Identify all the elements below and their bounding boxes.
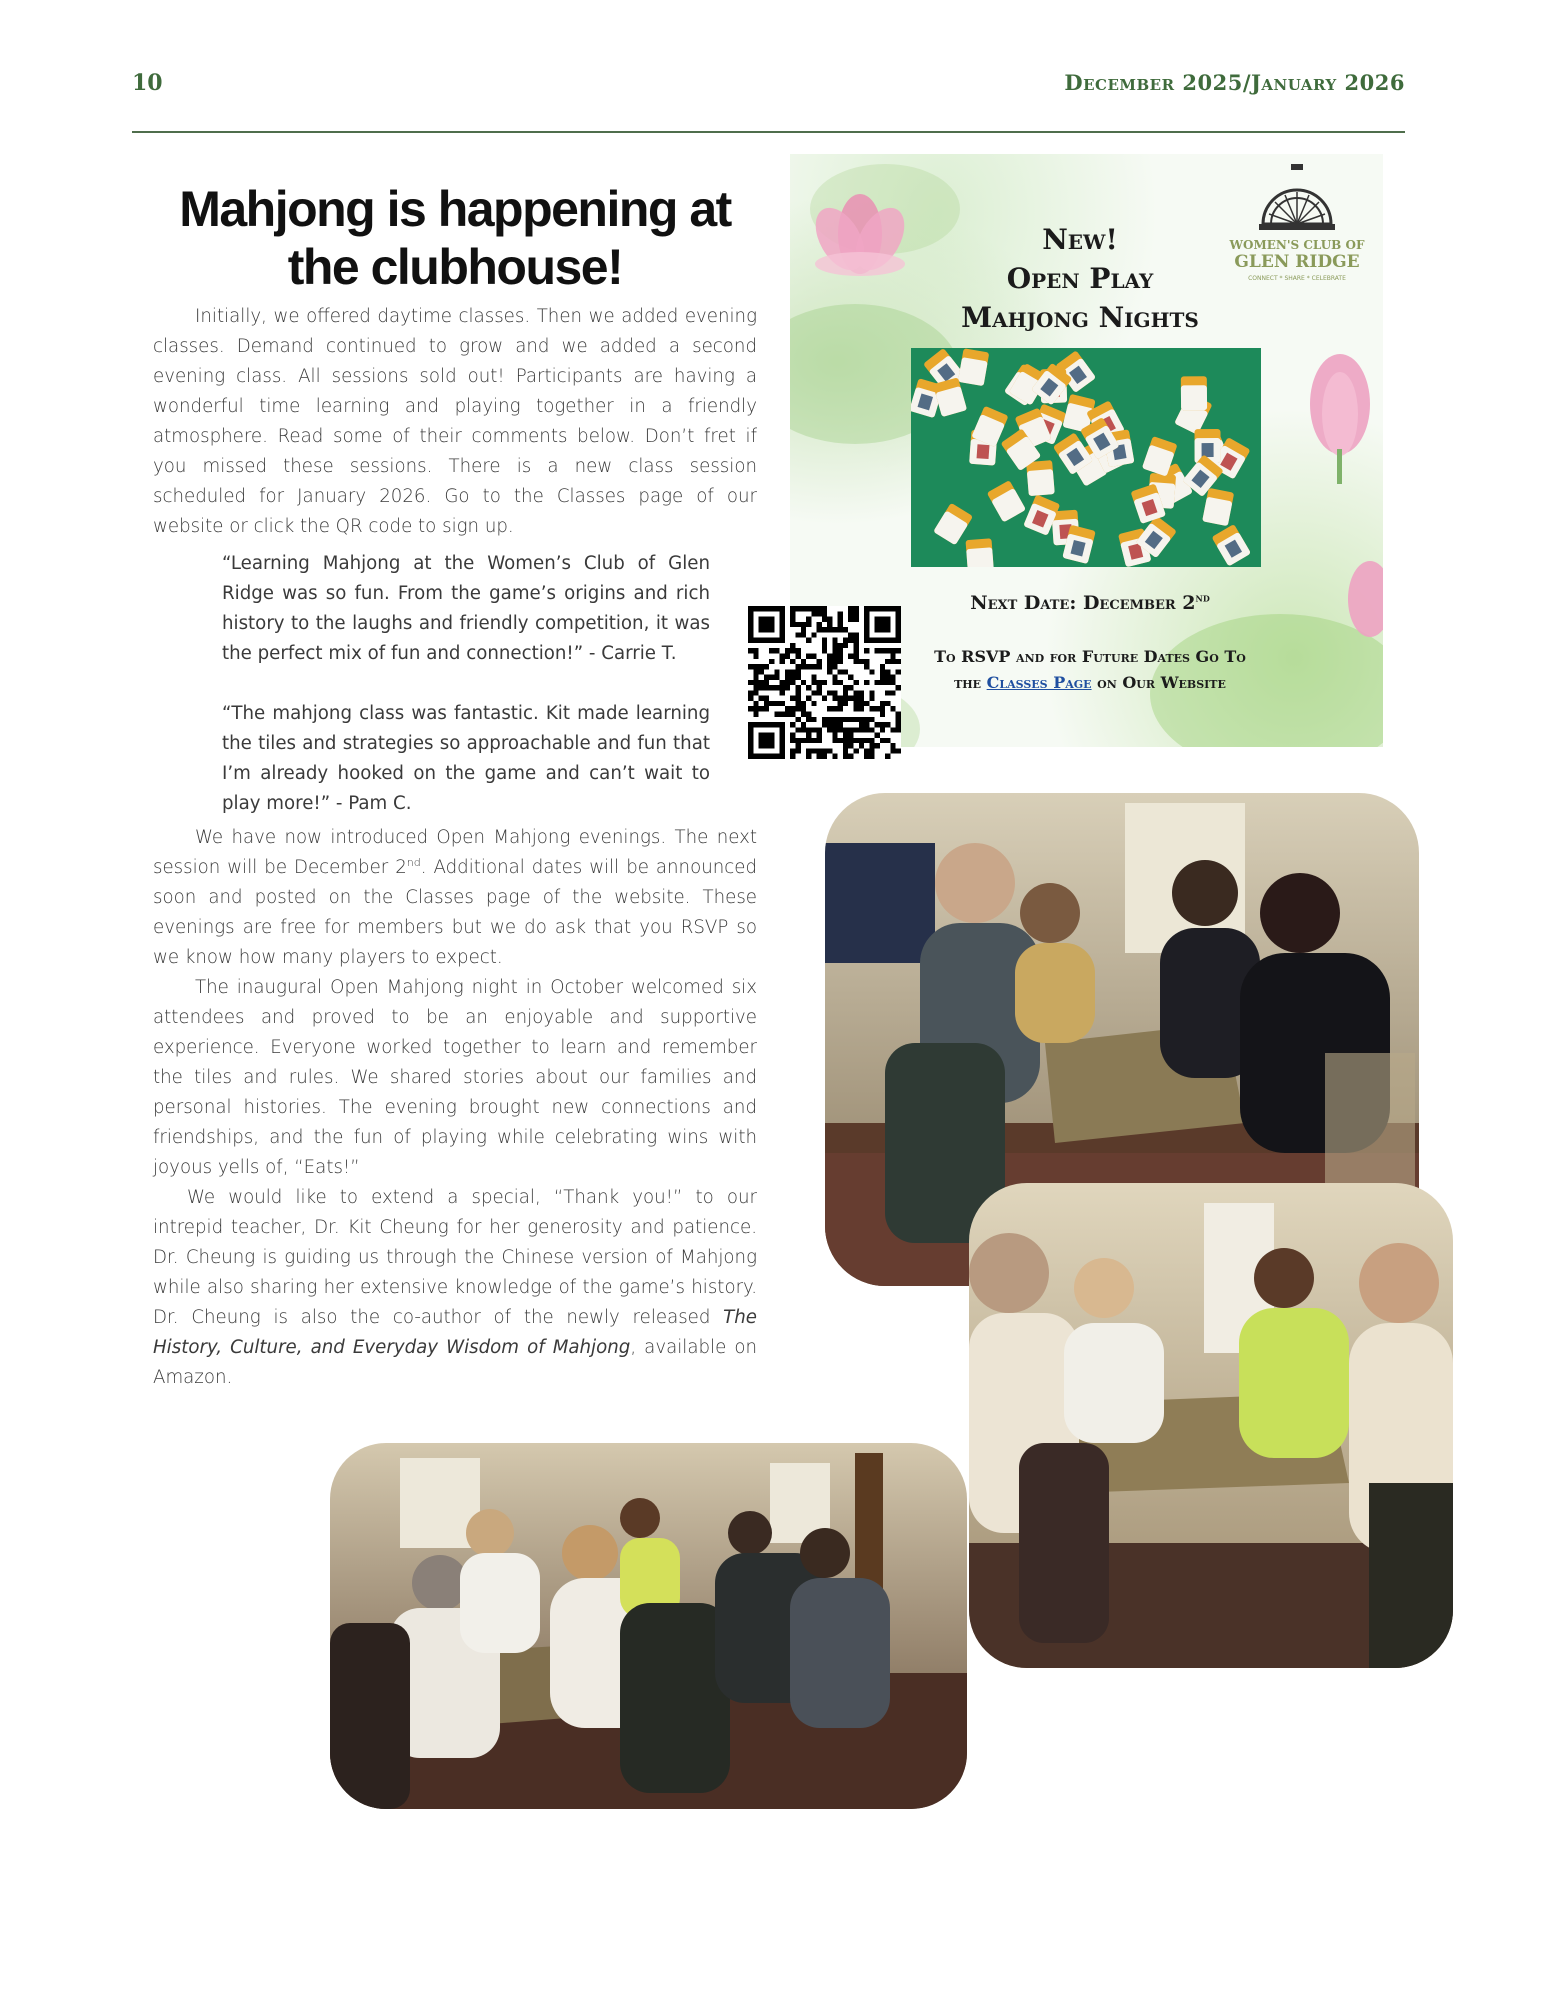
article-body: [153, 823, 757, 1393]
flyer-title-line-1: New!: [1042, 223, 1118, 256]
next-date-text: Next Date: December 2: [970, 592, 1196, 614]
rsvp-line-1: To RSVP and for Future Dates Go To: [934, 647, 1246, 666]
ordinal-suffix: nd: [406, 855, 421, 869]
page-header: [132, 68, 1405, 108]
club-logo: [1222, 160, 1372, 290]
group-playing-image: [330, 1443, 967, 1809]
next-date: [870, 592, 1310, 614]
mahjong-tile: [1026, 460, 1055, 496]
mahjong-night-photo-2: [969, 1183, 1453, 1668]
headline-line-2: the clubhouse!: [287, 239, 623, 295]
thanks-paragraph: [153, 1183, 757, 1393]
intro-paragraph-block: [153, 302, 757, 542]
mahjong-night-photo-3: [330, 1443, 967, 1809]
thanks-text-a: We would like to extend a special, “Thank you!” to our intrepid teacher, Dr. Kit Cheung for her generosity and patience. Dr. Cheung is guiding us through the Chinese version of Mahjong while also sharing her extensive knowledge of the game’s history. Dr. Cheung is also the co-author of the newly released: [153, 1187, 757, 1328]
flyer-title-line-2: Open Play: [1006, 262, 1154, 295]
qr-code[interactable]: [748, 606, 901, 759]
lotus-bud-icon: [1335, 554, 1383, 644]
thanks-text-b: , available on Amazon.: [153, 1337, 757, 1388]
lotus-flower-icon: [800, 174, 920, 284]
open-evenings-text-a: We have now introduced Open Mahjong evenings. The next session will be December 2: [153, 827, 757, 878]
mahjong-tiles-image: [911, 348, 1261, 567]
issue-date: December 2025/January 2026: [1064, 70, 1405, 95]
classes-page-link[interactable]: Classes Page: [986, 673, 1092, 692]
testimonial-quote-carrie: “Learning Mahjong at the Women’s Club of Glen Ridge was so fun. From the game’s origins and rich history to the laughs and friendly competition, it was the perfect mix of fun and connection!” - Carrie T.: [222, 553, 710, 664]
intro-paragraph: Initially, we offered daytime classes. Then we added evening classes. Demand continued to grow and we added a second evening class. All sessions sold out! Participants are having a wonderful time learning and playing together in a friendly atmosphere. Read some of their comments below. Don’t fret if you missed these sessions. There is a new class session scheduled for January 2026. Go to the Classes page of our website or click the QR code to sign up.: [153, 306, 757, 537]
open-evenings-paragraph: [153, 823, 757, 973]
rsvp-line-2-end: on Our Website: [1091, 673, 1226, 692]
headline-line-1: Mahjong is happening at: [179, 181, 731, 237]
page-number: 10: [132, 70, 163, 96]
mahjong-tiles-photo: [911, 348, 1261, 567]
lotus-bud-icon: [1295, 344, 1383, 484]
testimonial-quote-pam: “The mahjong class was fantastic. Kit made learning the tiles and strategies so approachable and fun that I’m already hooked on the game and can’t wait to play more!” - Pam C.: [222, 703, 710, 814]
fanlight-logo-icon: [1257, 162, 1337, 234]
article-headline: [150, 180, 760, 296]
logo-tagline: CONNECT * SHARE * CELEBRATE: [1248, 275, 1346, 282]
logo-name-line-1: WOMEN'S CLUB OF: [1229, 238, 1365, 252]
rsvp-text: [900, 644, 1280, 696]
rsvp-line-2: [900, 670, 1280, 696]
flyer-title: [920, 220, 1240, 337]
logo-name-line-2: GLEN RIDGE: [1234, 252, 1360, 272]
flyer-title-line-3: Mahjong Nights: [961, 301, 1199, 334]
open-evenings-text-b: . Additional dates will be announced soon and posted on the Classes page of the website. These evenings are free for members but we do ask that you RSVP so we know how many players to expect.: [153, 857, 757, 968]
rsvp-the: the: [954, 673, 987, 692]
players-at-table-image: [969, 1183, 1453, 1668]
mahjong-tile: [1181, 376, 1207, 410]
mahjong-tile: [966, 538, 994, 567]
inaugural-paragraph: The inaugural Open Mahjong night in October welcomed six attendees and proved to be an enjoyable and supportive experience. Everyone worked together to learn and remember the tiles and rules. We shared stories about our families and personal histories. The evening brought new connections and friendships, and the fun of playing while celebrating wins with joyous yells of, “Eats!”: [153, 977, 757, 1178]
next-date-suffix: nd: [1195, 591, 1210, 605]
book-title: The History, Culture, and Everyday Wisdom of Mahjong: [153, 1307, 757, 1358]
header-rule: [132, 131, 1405, 133]
